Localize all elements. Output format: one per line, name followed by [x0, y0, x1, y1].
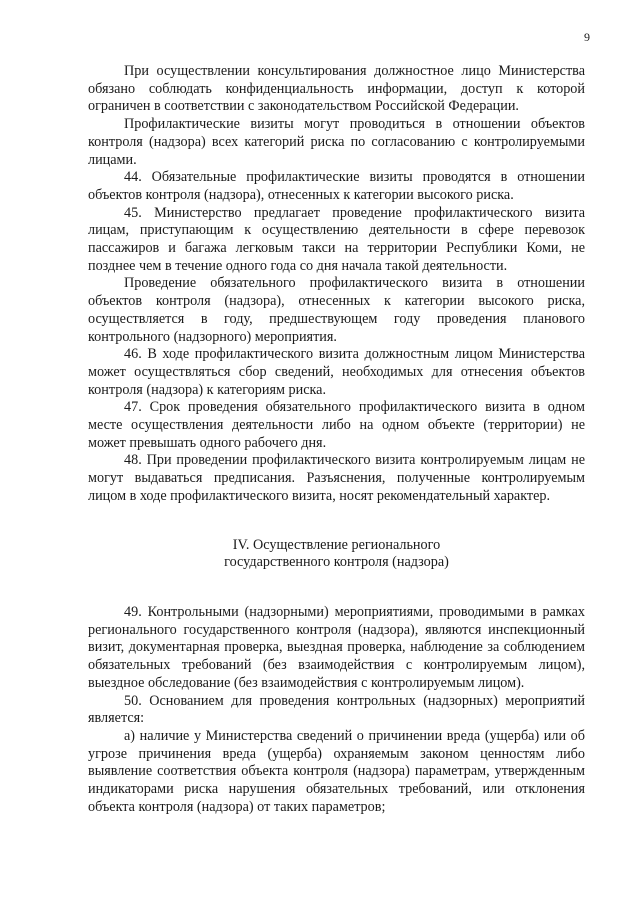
section-heading — [88, 537, 585, 572]
document-body — [88, 63, 585, 816]
paragraph-47: 47. Срок проведения обязательного профилактического визита в одном месте осуществления деятельности либо на одном объекте (территории) не может превышать одного рабочего дня. — [88, 399, 585, 451]
paragraph-45: 45. Министерство предлагает проведение профилактического визита лицам, приступающим к осуществлению деятельности в сфере перевозок пассажиров и багажа легковым такси на территории Республики Коми, не позднее чем в течение одного года со дня начала такой деятельности. — [88, 204, 585, 274]
paragraph-49: 49. Контрольными (надзорными) мероприятиями, проводимыми в рамках регионального государственного контроля (надзора), являются инспекционный визит, документарная проверка, выездная проверка, наблюдение за соблюдением обязательных требований (без взаимодействия с контролируемым лицом), выездное обследование (без взаимодействия с контролируемым лицом). — [88, 603, 585, 691]
paragraph-44: 44. Обязательные профилактические визиты проводятся в отношении объектов контроля (надзора), отнесенных к категории высокого риска. — [88, 169, 585, 203]
paragraph-mandatory-visit: Проведение обязательного профилактического визита в отношении объектов контроля (надзора), отнесенных к категории высокого риска, осуществляется в году, предшествующем году проведения планового контрольного (надзорного) мероприятия. — [88, 275, 585, 345]
paragraph-50: 50. Основанием для проведения контрольных (надзорных) мероприятий является: — [88, 692, 585, 727]
page-number: 9 — [584, 30, 590, 44]
paragraph-48: 48. При проведении профилактического визита контролируемым лицам не могут выдаваться предписания. Разъяснения, полученные контролируемым лицом в ходе профилактического визита, носят рекомендательный характер. — [88, 452, 585, 504]
paragraph-preventive-visits: Профилактические визиты могут проводиться в отношении объектов контроля (надзора) всех категорий риска по согласованию с контролируемыми лицами. — [88, 116, 585, 168]
paragraph-50-a: а) наличие у Министерства сведений о причинении вреда (ущерба) или об угрозе причинения вреда (ущерба) охраняемым законом ценностям либо выявление соответствия объекта контроля (надзора) параметрам, утвержденным индикаторами риска нарушения обязательных требований, или отклонения объекта контроля (надзора) от таких параметров; — [88, 727, 585, 815]
paragraph-46: 46. В ходе профилактического визита должностным лицом Министерства может осуществляться сбор сведений, необходимых для отнесения объектов контроля (надзора) к категориям риска. — [88, 346, 585, 398]
section-heading-line1: IV. Осуществление регионального — [232, 536, 441, 553]
paragraph-confidentiality: При осуществлении консультирования должностное лицо Министерства обязано соблюдать конфиденциальность информации, доступ к которой ограничен в соответствии с законодательством Российской Федерации. — [88, 63, 585, 115]
section-heading-line2: государственного контроля (надзора) — [224, 554, 449, 571]
